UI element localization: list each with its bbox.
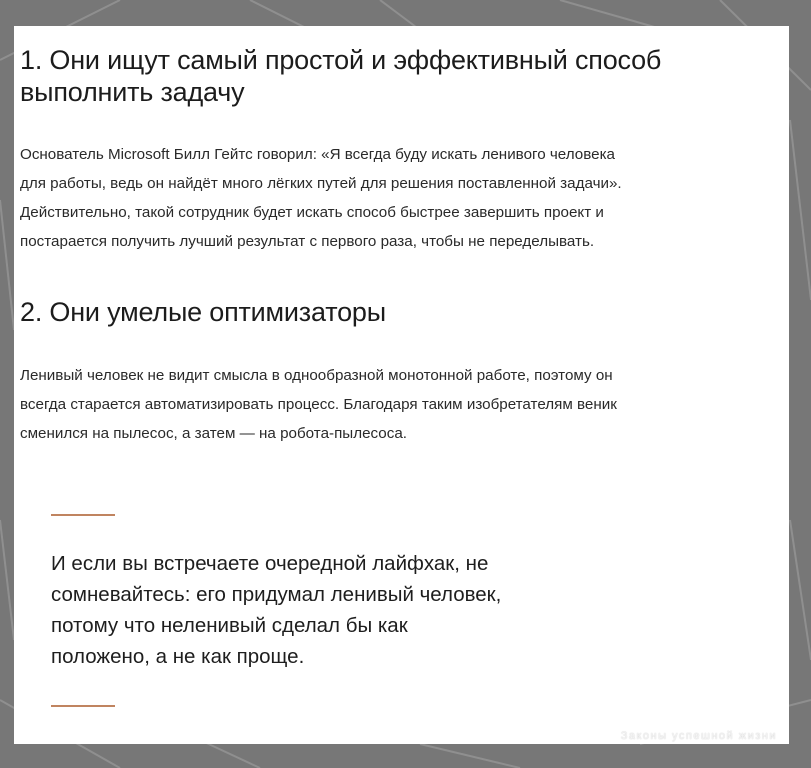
- quote-line: И если вы встречаете очередной лайфхак, не: [51, 552, 489, 575]
- paragraph-line: всегда старается автоматизировать процесс. Благодаря таким изобретателям веник: [20, 396, 617, 413]
- quote-line: положено, а не как проще.: [51, 645, 305, 668]
- quote-top-divider: [51, 514, 115, 516]
- quote-line: потому что неленивый сделал бы как: [51, 614, 408, 637]
- pull-quote: [51, 548, 611, 672]
- paragraph-line: Действительно, такой сотрудник будет искать способ быстрее завершить проект и: [20, 204, 604, 221]
- article-card: [14, 26, 789, 744]
- section-1-heading-line: 1. Они ищут самый простой и эффективный способ: [20, 45, 662, 75]
- paragraph-line: для работы, ведь он найдёт много лёгких путей для решения поставленной задачи».: [20, 175, 622, 192]
- section-1-heading: [20, 44, 780, 108]
- paragraph-line: Ленивый человек не видит смысла в однообразной монотонной работе, поэтому он: [20, 367, 613, 384]
- section-2-heading: 2. Они умелые оптимизаторы: [20, 297, 386, 327]
- section-1-paragraph: [20, 140, 789, 256]
- paragraph-line: Основатель Microsoft Билл Гейтс говорил: «Я всегда буду искать ленивого человека: [20, 146, 615, 163]
- paragraph-line: постарается получить лучший результат с первого раза, чтобы не переделывать.: [20, 233, 595, 250]
- section-2-paragraph: [20, 361, 789, 448]
- quote-bottom-divider: [51, 705, 115, 707]
- section-1-heading-line: выполнить задачу: [20, 77, 245, 107]
- paragraph-line: сменился на пылесос, а затем — на робота-пылесоса.: [20, 425, 408, 442]
- watermark: Законы успешной жизни: [620, 730, 777, 742]
- quote-line: сомневайтесь: его придумал ленивый человек,: [51, 583, 502, 606]
